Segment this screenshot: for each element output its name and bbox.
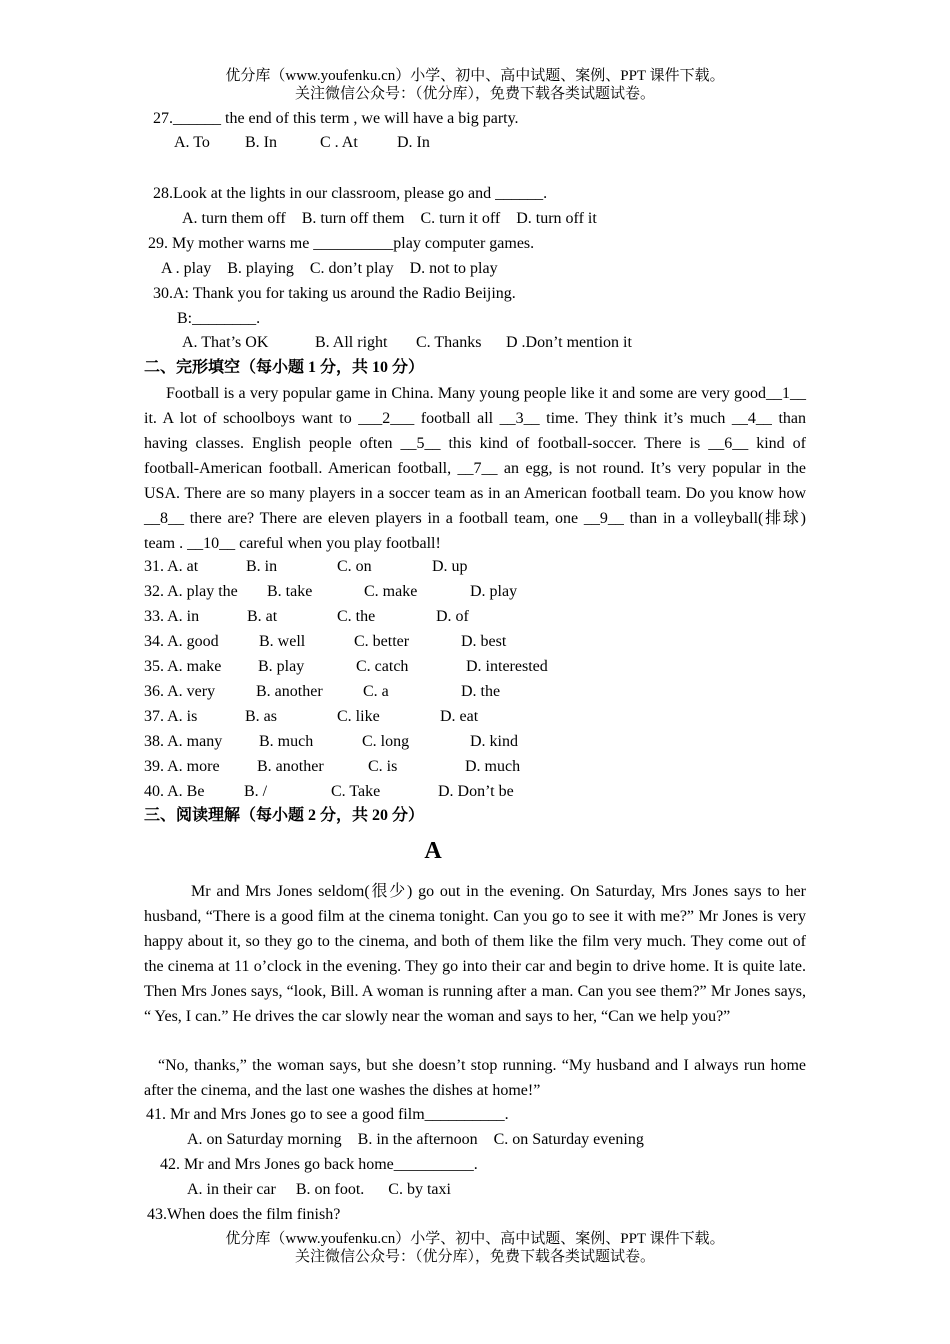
cloze-question-option-d: D. kind <box>470 733 518 750</box>
cloze-question-option-a: 37. A. is <box>144 708 198 725</box>
cloze-question-option-a: 38. A. many <box>144 733 223 750</box>
question-29-options: A . play B. playing C. don’t play D. not to play <box>161 260 498 277</box>
cloze-question-option-d: D. best <box>461 633 507 650</box>
cloze-question-option-d: D. of <box>436 608 469 625</box>
passage-title: A <box>424 838 442 864</box>
question-43-stem: 43.When does the film finish? <box>147 1206 341 1223</box>
reading-paragraph-1: Mr and Mrs Jones seldom(很少) go out in the evening. On Saturday, Mrs Jones says to her husband, “There is a good film at the cinema tonight. Can you go to see it with me?” Mr Jones is very happy about it, so they go to the cinema, and both of them like the film very much. They come out of the cinema at 11 o’clock in the evening. They go into their car and begin to drive home. It is quite late. Then Mrs Jones says, “look, Bill. A woman is running after a man. Can you see them?” Mr Jones says, “ Yes, I can.” He drives the car slowly near the woman and says to her, “Can we help you?” <box>144 883 806 1025</box>
page-header-line2: 关注微信公众号：（优分库），免费下载各类试题试卷。 <box>294 86 655 102</box>
cloze-question-option-b: B. another <box>256 683 323 700</box>
cloze-question-option-d: D. interested <box>466 658 548 675</box>
section-3-heading: 三、阅读理解（每小题 2 分，共 20 分） <box>144 807 425 824</box>
cloze-question-option-b: B. as <box>245 708 277 725</box>
page-header-line1: 优分库（www.youfenku.cn）小学、初中、高中试题、案例、PPT 课件下载。 <box>225 68 725 84</box>
question-42-options: A. in their car B. on foot. C. by taxi <box>187 1181 451 1198</box>
cloze-question-option-b: B. play <box>258 658 305 675</box>
question-28-options: A. turn them off B. turn off them C. turn it off D. turn off it <box>182 210 597 227</box>
q30-option-b: B. All right <box>315 334 388 351</box>
q27-option-d: D. In <box>397 134 430 151</box>
q27-option-b: B. In <box>245 134 277 151</box>
cloze-question-option-c: C. a <box>363 683 389 700</box>
cloze-question-option-a: 35. A. make <box>144 658 222 675</box>
page-footer-line1: 优分库（www.youfenku.cn）小学、初中、高中试题、案例、PPT 课件下载。 <box>225 1231 725 1247</box>
cloze-question-option-c: C. catch <box>356 658 409 675</box>
section-2-heading: 二、完形填空（每小题 1 分，共 10 分） <box>144 359 425 376</box>
q30-option-d: D .Don’t mention it <box>506 334 632 351</box>
cloze-question-option-d: D. up <box>432 558 468 575</box>
cloze-question-option-c: C. Take <box>331 783 381 800</box>
cloze-question-option-d: D. play <box>470 583 518 600</box>
question-42-stem: 42. Mr and Mrs Jones go back home__________. <box>160 1156 478 1173</box>
q27-option-c: C . At <box>320 134 358 151</box>
cloze-question-option-c: C. the <box>337 608 376 625</box>
cloze-question-option-c: C. is <box>368 758 398 775</box>
cloze-question-option-c: C. better <box>354 633 410 650</box>
q27-option-a: A. To <box>174 134 210 151</box>
cloze-question-option-c: C. on <box>337 558 372 575</box>
cloze-question-option-b: B. take <box>267 583 313 600</box>
cloze-question-option-a: 31. A. at <box>144 558 199 575</box>
cloze-question-option-c: C. long <box>362 733 410 750</box>
cloze-question-option-d: D. the <box>461 683 501 700</box>
cloze-question-option-a: 39. A. more <box>144 758 220 775</box>
cloze-question-option-a: 34. A. good <box>144 633 219 650</box>
cloze-question-option-b: B. at <box>247 608 278 625</box>
cloze-question-option-d: D. much <box>465 758 521 775</box>
cloze-passage: Football is a very popular game in China. Many young people like it and some are very good__1__ it. A lot of schoolboys want to ___2___ football all __3__ time. They think it’s much __4__ than having classes. English people often __5__ this kind of football-soccer. There is __6__ kind of football-American football. American football, __7__ an egg, is not round. It’s very popular in the USA. There are so many players in a soccer team as in an American football team. Do you know how __8__ there are? There are eleven players in a football team, one __9__ than in a volleyball(排球) team . __10__ careful when you play football! <box>144 385 806 552</box>
question-41-options: A. on Saturday morning B. in the afternoon C. on Saturday evening <box>187 1131 644 1148</box>
question-29-stem: 29. My mother warns me __________play computer games. <box>148 235 535 252</box>
question-30-stem: 30.A: Thank you for taking us around the Radio Beijing. <box>153 285 516 302</box>
cloze-question-option-a: 40. A. Be <box>144 783 205 800</box>
q30-option-a: A. That’s OK <box>182 334 269 351</box>
question-30-b-line: B:________. <box>177 310 261 327</box>
cloze-question-option-b: B. well <box>259 633 306 650</box>
q30-option-c: C. Thanks <box>416 334 482 351</box>
cloze-question-option-a: 32. A. play the <box>144 583 238 600</box>
cloze-question-option-a: 33. A. in <box>144 608 200 625</box>
page-footer-line2: 关注微信公众号：（优分库），免费下载各类试题试卷。 <box>294 1249 655 1265</box>
cloze-question-option-d: D. eat <box>440 708 479 725</box>
cloze-question-option-b: B. in <box>246 558 278 575</box>
cloze-question-option-c: C. make <box>364 583 418 600</box>
question-27-stem: 27.______ the end of this term , we will have a big party. <box>153 110 519 127</box>
cloze-question-option-d: D. Don’t be <box>438 783 514 800</box>
cloze-question-option-c: C. like <box>337 708 380 725</box>
question-28-stem: 28.Look at the lights in our classroom, please go and ______. <box>153 185 548 202</box>
question-41-stem: 41. Mr and Mrs Jones go to see a good film__________. <box>146 1106 509 1123</box>
cloze-question-option-b: B. another <box>257 758 324 775</box>
cloze-question-option-b: B. / <box>244 783 268 800</box>
reading-paragraph-2: “No, thanks,” the woman says, but she doesn’t stop running. “My husband and I always run home after the cinema, and the last one washes the dishes at home!” <box>144 1057 806 1099</box>
cloze-question-option-a: 36. A. very <box>144 683 216 700</box>
cloze-question-option-b: B. much <box>259 733 314 750</box>
